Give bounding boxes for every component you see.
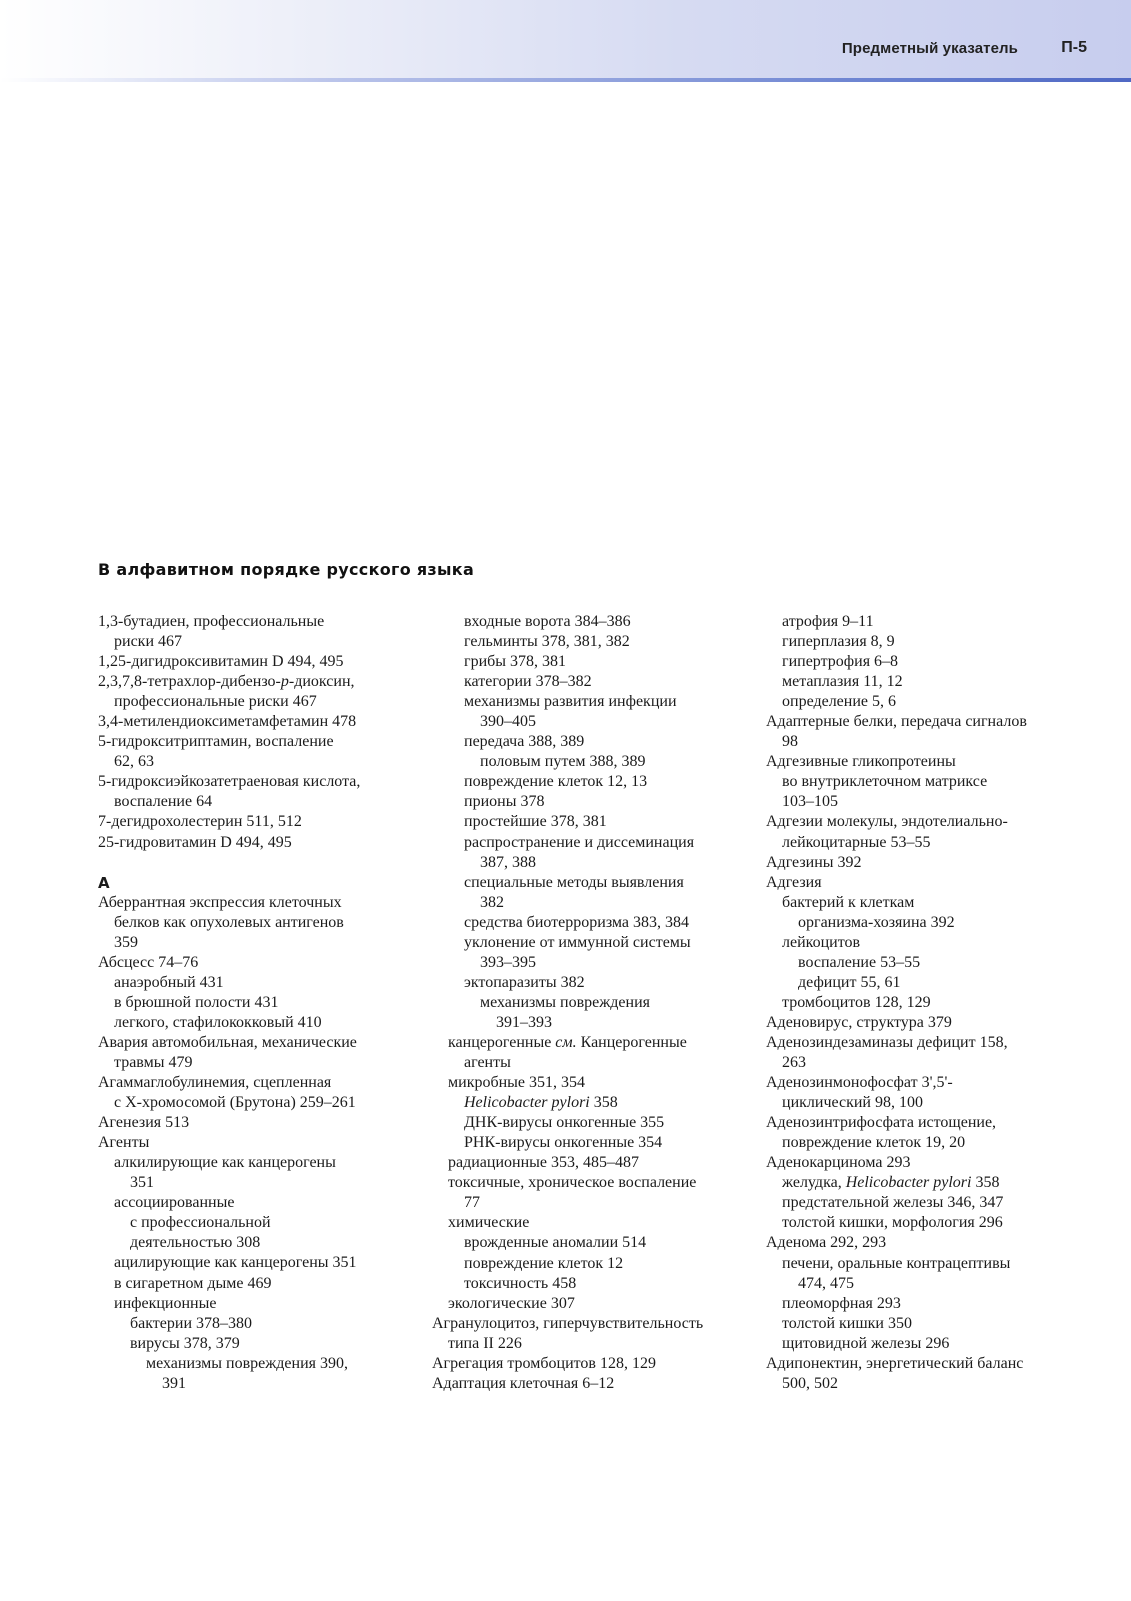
index-line: в брюшной полости 431 xyxy=(114,993,279,1011)
index-line: Адипонектин, энергетический баланс xyxy=(766,1354,1024,1372)
index-line: профессиональные риски 467 xyxy=(114,693,317,711)
index-column-3 xyxy=(766,612,1096,1394)
index-line: 25-гидровитамин D 494, 495 xyxy=(98,833,292,851)
index-line: Helicobacter pylori 358 xyxy=(464,1094,618,1112)
running-title: Предметный указатель xyxy=(841,40,1018,57)
index-line: врожденные аномалии 514 xyxy=(464,1234,647,1252)
index-line: повреждение клеток 12 xyxy=(464,1254,624,1272)
index-line: уклонение от иммунной системы xyxy=(464,933,691,951)
index-line: определение 5, 6 xyxy=(782,693,897,711)
index-line: РНК-вирусы онкогенные 354 xyxy=(464,1134,663,1152)
index-line: канцерогенные см. Канцерогенные xyxy=(448,1033,687,1051)
index-line: печени, оральные контрацептивы xyxy=(782,1254,1011,1272)
index-line: 393–395 xyxy=(480,953,536,971)
index-line: бактерии 378–380 xyxy=(130,1314,253,1332)
index-line: толстой кишки, морфология 296 xyxy=(782,1214,1003,1232)
index-line: 387, 388 xyxy=(480,853,536,871)
index-line: 382 xyxy=(480,893,504,911)
index-line: категории 378–382 xyxy=(464,673,592,691)
index-line: Аденома 292, 293 xyxy=(766,1234,887,1252)
index-line: анаэробный 431 xyxy=(114,973,224,991)
index-line: Аденозинтрифосфата истощение, xyxy=(766,1114,997,1132)
index-line: Авария автомобильная, механические xyxy=(98,1033,357,1051)
index-line: Аденозиндезаминазы дефицит 158, xyxy=(766,1033,1008,1051)
index-line: атрофия 9–11 xyxy=(782,613,874,630)
index-line: 98 xyxy=(782,733,798,751)
index-line: Адгезии молекулы, эндотелиально- xyxy=(766,813,1008,831)
index-column-2 xyxy=(432,612,754,1394)
index-line: травмы 479 xyxy=(114,1053,193,1071)
index-line: дефицит 55, 61 xyxy=(798,973,901,991)
index-line: 500, 502 xyxy=(782,1374,838,1392)
index-line: эктопаразиты 382 xyxy=(464,973,585,991)
index-line: Агрегация тромбоцитов 128, 129 xyxy=(432,1354,656,1372)
index-line: Аденозинмонофосфат 3',5'- xyxy=(766,1074,953,1092)
index-line: лейкоцитов xyxy=(782,933,861,951)
index-line: Адаптерные белки, передача сигналов xyxy=(766,713,1027,731)
index-line: Адгезия xyxy=(766,873,822,891)
index-line: токсичность 458 xyxy=(464,1274,577,1292)
index-line: токсичные, хроническое воспаление xyxy=(448,1174,697,1192)
index-line: 3,4-метилендиоксиметамфетамин 478 xyxy=(98,713,357,731)
index-line: с X-хромосомой (Брутона) 259–261 xyxy=(114,1094,356,1112)
index-line: повреждение клеток 19, 20 xyxy=(782,1134,966,1152)
index-line: типа II 226 xyxy=(448,1334,522,1352)
index-line: риски 467 xyxy=(114,633,182,651)
index-line: 1,25-дигидроксивитамин D 494, 495 xyxy=(98,653,344,671)
index-line: воспаление 64 xyxy=(114,793,213,811)
index-line: ассоциированные xyxy=(114,1194,235,1212)
index-line: деятельностью 308 xyxy=(130,1234,261,1252)
index-line: толстой кишки 350 xyxy=(782,1314,912,1332)
index-spacer xyxy=(98,853,420,873)
index-line: распространение и диссеминация xyxy=(464,833,695,851)
page-number: П-5 xyxy=(1061,39,1087,56)
index-line: 5-гидрокситриптамин, воспаление xyxy=(98,733,334,751)
index-line: циклический 98, 100 xyxy=(782,1094,923,1112)
index-line: микробные 351, 354 xyxy=(448,1074,586,1092)
index-line: агенты xyxy=(464,1054,511,1072)
index-line: предстательной железы 346, 347 xyxy=(782,1194,1004,1212)
index-line: гельминты 378, 381, 382 xyxy=(464,633,630,651)
index-line: в сигаретном дыме 469 xyxy=(114,1274,272,1292)
index-line: гиперплазия 8, 9 xyxy=(782,633,895,651)
index-line: Агенезия 513 xyxy=(98,1114,190,1132)
header-band xyxy=(0,0,1131,78)
index-line: желудка, Helicobacter pylori 358 xyxy=(782,1174,1000,1192)
index-line: Аденовирус, структура 379 xyxy=(766,1013,952,1031)
index-line: вирусы 378, 379 xyxy=(130,1334,240,1352)
index-line: ДНК-вирусы онкогенные 355 xyxy=(464,1114,665,1132)
index-line: во внутриклеточном матриксе xyxy=(782,773,988,791)
index-line: прионы 378 xyxy=(464,793,545,811)
index-line: 5-гидроксиэйкозатетраеновая кислота, xyxy=(98,773,361,791)
index-line: 62, 63 xyxy=(114,753,154,771)
index-line: 263 xyxy=(782,1054,806,1072)
index-letter-heading: А xyxy=(98,873,110,892)
header-rule xyxy=(0,78,1131,82)
index-line: механизмы повреждения xyxy=(480,993,650,1011)
index-line: входные ворота 384–386 xyxy=(464,613,631,630)
index-line: щитовидной железы 296 xyxy=(782,1334,950,1352)
index-line: лейкоцитарные 53–55 xyxy=(782,833,931,851)
index-line: легкого, стафилококковый 410 xyxy=(114,1013,322,1031)
index-line: передача 388, 389 xyxy=(464,733,585,751)
index-line: белков как опухолевых антигенов xyxy=(114,913,344,931)
index-line: половым путем 388, 389 xyxy=(480,753,646,771)
index-line: Адгезивные гликопротеины xyxy=(766,753,956,771)
index-line: организма-хозяина 392 xyxy=(798,913,955,931)
index-line: простейшие 378, 381 xyxy=(464,813,607,831)
index-line: радиационные 353, 485–487 xyxy=(448,1154,640,1172)
index-line: механизмы развития инфекции xyxy=(464,693,677,711)
index-line: гипертрофия 6–8 xyxy=(782,653,899,671)
index-line: 77 xyxy=(464,1194,480,1212)
index-line: Агаммаглобулинемия, сцепленная xyxy=(98,1074,332,1092)
index-line: экологические 307 xyxy=(448,1294,575,1312)
index-line: метаплазия 11, 12 xyxy=(782,673,903,691)
index-line: 7-дегидрохолестерин 511, 512 xyxy=(98,813,302,831)
index-line: химические xyxy=(448,1214,530,1232)
index-line: Адаптация клеточная 6–12 xyxy=(432,1374,615,1392)
index-line: 2,3,7,8-тетрахлор-дибензо-p-диоксин, xyxy=(98,673,355,691)
index-line: Аберрантная экспрессия клеточных xyxy=(98,893,342,911)
index-line: с профессиональной xyxy=(130,1214,271,1232)
index-line: Агенты xyxy=(98,1134,150,1152)
index-line: плеоморфная 293 xyxy=(782,1294,901,1312)
index-line: 474, 475 xyxy=(798,1274,854,1292)
index-line: повреждение клеток 12, 13 xyxy=(464,773,648,791)
index-line: Аденокарцинома 293 xyxy=(766,1154,911,1172)
index-line: Агранулоцитоз, гиперчувствительность xyxy=(432,1314,704,1332)
index-line: 391 xyxy=(162,1374,186,1392)
index-line: ацилирующие как канцерогены 351 xyxy=(114,1254,357,1272)
index-line: средства биотерроризма 383, 384 xyxy=(464,913,690,931)
section-title: В алфавитном порядке русского языка xyxy=(98,560,475,579)
index-line: грибы 378, 381 xyxy=(464,653,567,671)
index-line: специальные методы выявления xyxy=(464,873,684,891)
index-line: 351 xyxy=(130,1174,154,1192)
index-line: тромбоцитов 128, 129 xyxy=(782,993,931,1011)
index-line: 103–105 xyxy=(782,793,838,811)
index-line: 390–405 xyxy=(480,713,536,731)
index-line: 1,3-бутадиен, профессиональные xyxy=(98,613,325,630)
index-line: механизмы повреждения 390, xyxy=(146,1354,348,1372)
index-column-1 xyxy=(98,612,420,1394)
index-line: Абсцесс 74–76 xyxy=(98,953,199,971)
index-line: инфекционные xyxy=(114,1294,217,1312)
index-line: 391–393 xyxy=(496,1013,552,1031)
index-line: бактерий к клеткам xyxy=(782,893,915,911)
index-line: алкилирующие как канцерогены xyxy=(114,1154,336,1172)
index-line: 359 xyxy=(114,933,138,951)
index-line: воспаление 53–55 xyxy=(798,953,921,971)
index-line: Адгезины 392 xyxy=(766,853,862,871)
